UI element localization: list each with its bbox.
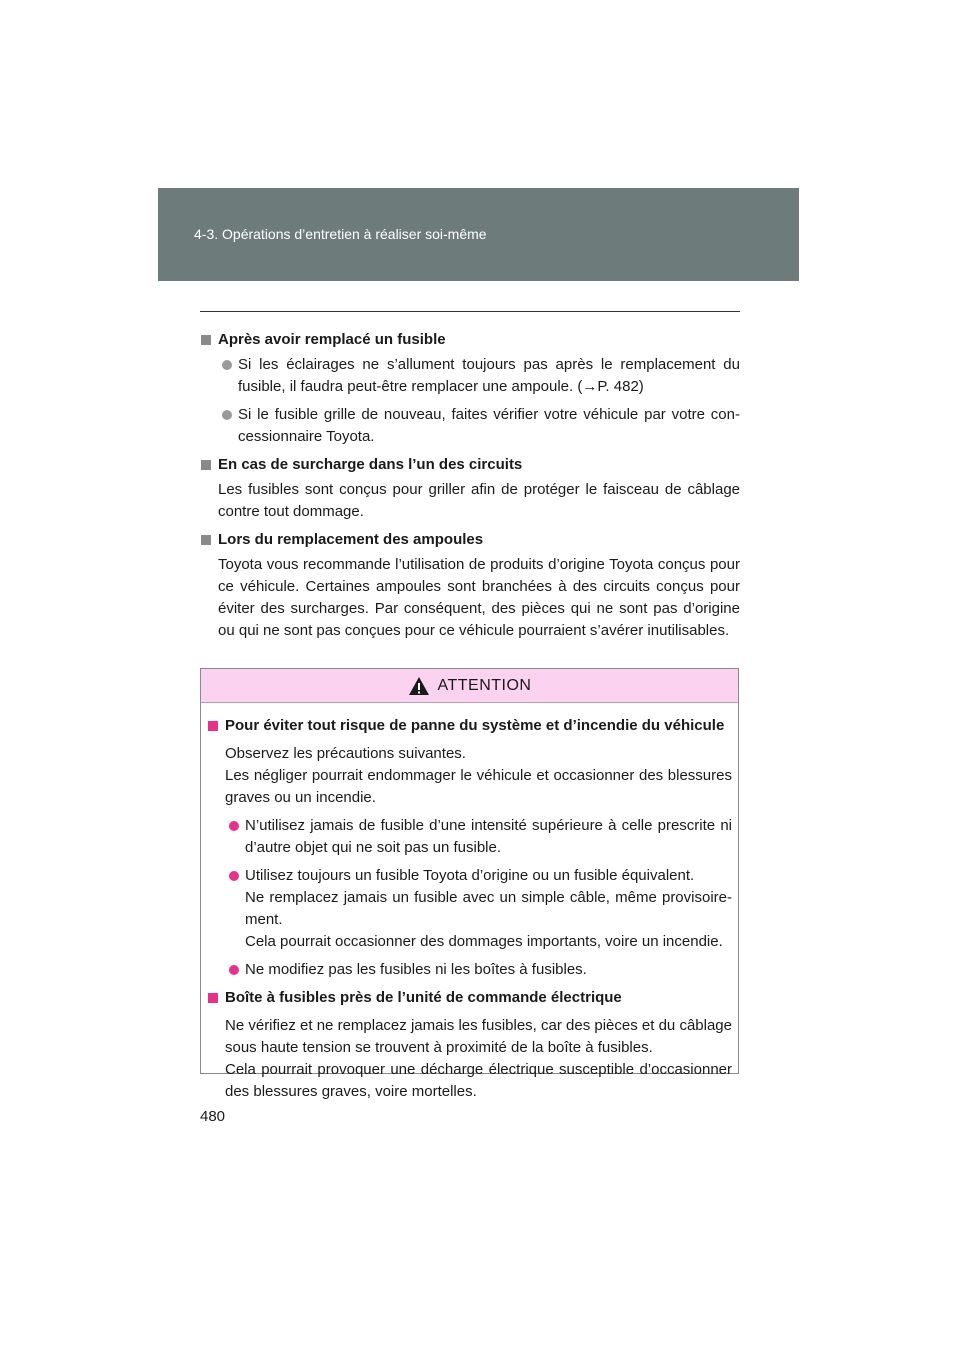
paragraph: Ne vérifiez et ne remplacez jamais les fusibles, car des pièces et du câblage sous haute tension se trouvent à proximité de la boîte à fusibles. Cela pourrait provoquer une décharge électrique susceptible d’occasionner des blessures graves, voire mortelles. — [225, 1017, 732, 1100]
circle-bullet-icon — [229, 871, 239, 881]
warning-heading: Pour éviter tout risque de panne du système et d’incendie du véhicule — [207, 715, 732, 737]
square-bullet-icon — [201, 535, 211, 545]
warning-box — [200, 668, 739, 1100]
section-heading: Lors du remplacement des ampoules — [200, 529, 740, 551]
list-item: Si les éclairages ne s’allument toujours pas après le remplacement du fusible, il faudra peut-être remplacer une ampoule. (→P. 482) — [200, 354, 740, 398]
warning-title: ATTENTION — [437, 676, 532, 694]
paragraph: Observez les précautions suivantes. Les négliger pourrait endommager le véhicule et occasionner des blessures graves ou un incendie. — [225, 745, 732, 806]
circle-bullet-icon — [229, 965, 239, 975]
circle-bullet-icon — [222, 360, 232, 370]
list-item: Ne modifiez pas les fusibles ni les boîtes à fusibles. — [207, 959, 732, 981]
section-heading: Après avoir remplacé un fusible — [200, 329, 740, 351]
header-band — [158, 188, 799, 281]
paragraph: Les fusibles sont conçus pour griller afin de protéger le faisceau de câblage contre tout dommage. — [218, 481, 740, 520]
top-rule — [200, 311, 740, 312]
chapter-title: 4-3. Opérations d’entretien à réaliser soi-même — [194, 226, 487, 242]
list-item: N’utilisez jamais de fusible d’une intensité supérieure à celle prescrite ni d’autre objet qui ne soit pas un fusible. — [207, 815, 732, 859]
warning-body — [201, 703, 738, 1103]
circle-bullet-icon — [222, 410, 232, 420]
paragraph: Toyota vous recommande l’utilisation de produits d’origine Toyota conçus pour ce véhicule. Certaines ampoules sont branchées à des circuits conçus pour éviter des surcharges. Par conséquent, des pièces qui ne sont pas d’origine ou qui ne sont pas conçues pour ce véhicule pourraient s’avérer inutilisables. — [218, 556, 740, 639]
square-bullet-icon — [201, 335, 211, 345]
warning-triangle-icon — [408, 676, 430, 696]
square-bullet-icon — [208, 721, 218, 731]
square-bullet-icon — [208, 993, 218, 1003]
circle-bullet-icon — [229, 821, 239, 831]
list-item: Utilisez toujours un fusible Toyota d’origine ou un fusible équivalent. Ne remplacez jamais un fusible avec un simple câble, même provisoire-ment. Cela pourrait occasionner des dommages importants, voire un incendie. — [207, 865, 732, 953]
section-heading: En cas de surcharge dans l’un des circuits — [200, 454, 740, 476]
square-bullet-icon — [201, 460, 211, 470]
warning-heading: Boîte à fusibles près de l’unité de commande électrique — [207, 987, 732, 1009]
page-number: 480 — [200, 1108, 226, 1125]
list-item: Si le fusible grille de nouveau, faites vérifier votre véhicule par votre con-cessionnaire Toyota. — [200, 404, 740, 448]
warning-title-bar — [201, 669, 738, 703]
main-content — [200, 325, 740, 648]
